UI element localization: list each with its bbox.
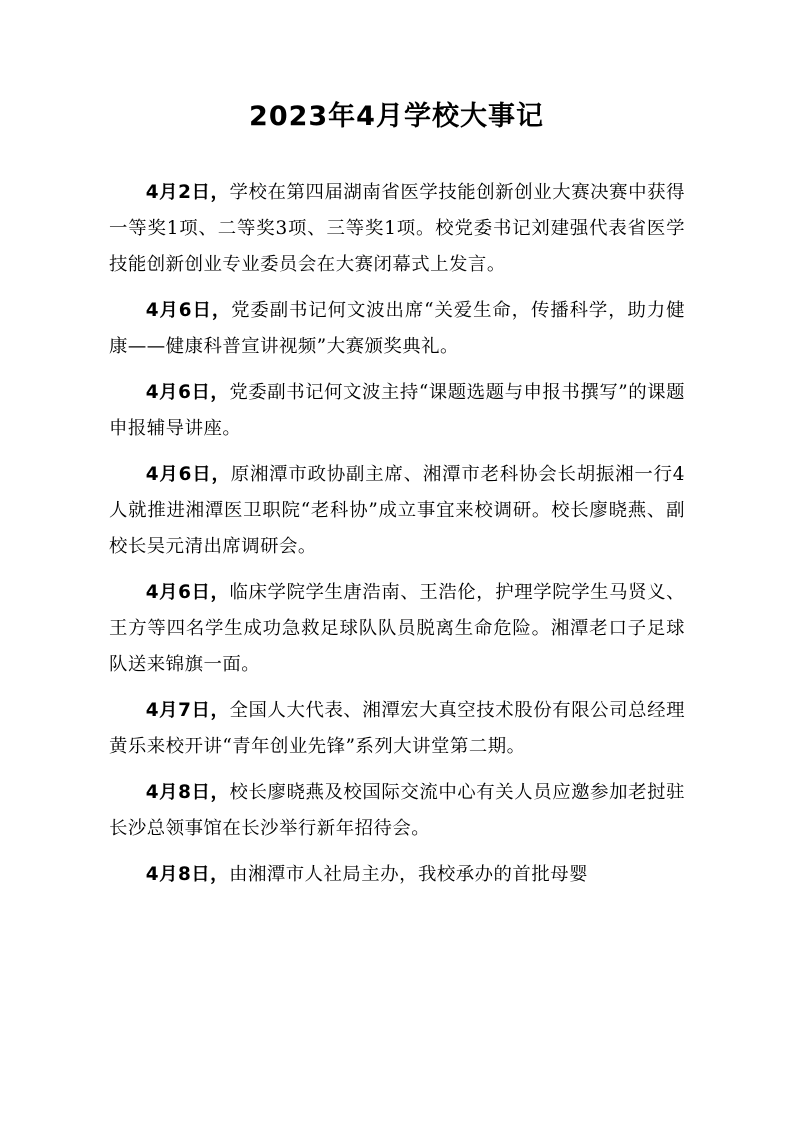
event-date: 4月6日， bbox=[145, 582, 230, 603]
event-date: 4月2日， bbox=[145, 182, 230, 203]
list-item bbox=[109, 857, 685, 893]
event-text: 校长廖晓燕及校国际交流中心有关人员应邀参加老挝驻长沙总领事馆在长沙举行新年招待会。 bbox=[109, 782, 685, 839]
event-date: 4月6日， bbox=[145, 300, 232, 321]
event-date: 4月6日， bbox=[145, 464, 231, 485]
list-item bbox=[109, 375, 685, 447]
event-text: 原湘潭市政协副主席、湘潭市老科协会长胡振湘一行4人就推进湘潭医卫职院“老科协”成立事宜来校调研。校长廖晓燕、副校长吴元清出席调研会。 bbox=[109, 464, 686, 557]
event-text: 临床学院学生唐浩南、王浩伦，护理学院学生马贤义、王方等四名学生成功急救足球队队员脱离生命危险。湘潭老口子足球队送来锦旗一面。 bbox=[109, 582, 685, 675]
event-text: 全国人大代表、湘潭宏大真空技术股份有限公司总经理黄乐来校开讲“青年创业先锋”系列大讲堂第二期。 bbox=[109, 700, 685, 757]
event-text: 党委副书记何文波主持“课题选题与申报书撰写”的课题申报辅导讲座。 bbox=[109, 382, 686, 439]
events-list bbox=[109, 175, 685, 903]
event-date: 4月6日， bbox=[145, 382, 230, 403]
event-date: 4月7日， bbox=[145, 700, 230, 721]
event-date: 4月8日， bbox=[145, 864, 230, 885]
list-item bbox=[109, 693, 685, 765]
event-text: 由湘潭市人社局主办，我校承办的首批母婴 bbox=[229, 864, 588, 885]
list-item bbox=[109, 293, 685, 365]
event-date: 4月8日， bbox=[145, 782, 230, 803]
event-text: 党委副书记何文波出席“关爱生命，传播科学，助力健康——健康科普宣讲视频”大赛颁奖典礼。 bbox=[109, 300, 685, 357]
list-item bbox=[109, 575, 685, 683]
list-item bbox=[109, 775, 685, 847]
event-text: 学校在第四届湖南省医学技能创新创业大赛决赛中获得一等奖1项、二等奖3项、三等奖1项。校党委书记刘建强代表省医学技能创新创业专业委员会在大赛闭幕式上发言。 bbox=[109, 182, 685, 275]
list-item bbox=[109, 457, 685, 565]
list-item bbox=[109, 175, 685, 283]
page-title: 2023年4月学校大事记 bbox=[249, 101, 544, 132]
